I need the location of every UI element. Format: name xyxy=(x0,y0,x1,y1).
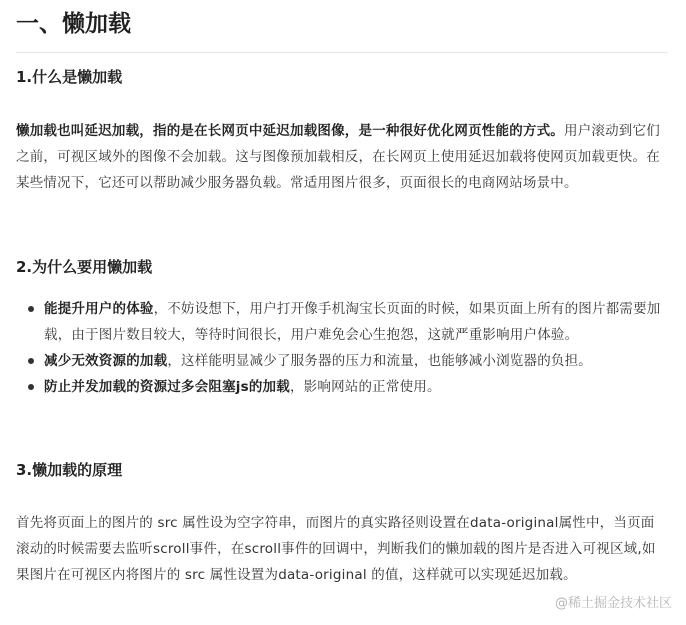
list-item xyxy=(16,296,668,348)
reasons-list xyxy=(16,296,668,400)
page-title: 一、懒加载 xyxy=(16,11,131,37)
list-item-bold: 防止并发加载的资源过多会阻塞js的加载 xyxy=(44,379,290,395)
title-divider xyxy=(16,52,668,53)
list-item-bold: 能提升用户的体验 xyxy=(44,301,154,317)
section-paragraph-what xyxy=(16,118,668,196)
list-item-text: ，不妨设想下，用户打开像手机淘宝长页面的时候，如果页面上所有的图片都需要加载，由于图片数目较大，等待时间很长，用户难免会心生抱怨，这就严重影响用户体验。 xyxy=(44,301,661,343)
section-heading-principle: 3.懒加载的原理 xyxy=(16,461,123,479)
paragraph-rest: 用户滚动到它们之前，可视区域外的图像不会加载。这与图像预加载相反，在长网页上使用延迟加载将使网页加载更快。在某些情况下，它还可以帮助减少服务器负载。常适用图片很多，页面很长的电商网站场景中。 xyxy=(16,123,660,191)
section-heading-why: 2.为什么要用懒加载 xyxy=(16,258,153,276)
section-paragraph-principle: 首先将页面上的图片的 src 属性设为空字符串，而图片的真实路径则设置在data-original属性中，当页面滚动的时候需要去监听scroll事件，在scroll事件的回调中，判断我们的懒加载的图片是否进入可视区域,如果图片在可视区内将图片的 src 属性设置为data-original 的值，这样就可以实现延迟加载。 xyxy=(16,515,656,583)
list-item xyxy=(16,348,668,374)
list-item-text: ，影响网站的正常使用。 xyxy=(289,379,441,395)
bullet-dot-icon xyxy=(28,384,34,390)
paragraph-bold-lead: 懒加载也叫延迟加载，指的是在长网页中延迟加载图像，是一种很好优化网页性能的方式。 xyxy=(16,123,564,139)
bullet-dot-icon xyxy=(28,306,34,312)
watermark: @稀土掘金技术社区 xyxy=(554,596,672,611)
bullet-dot-icon xyxy=(28,358,34,364)
list-item xyxy=(16,374,668,400)
list-item-bold: 减少无效资源的加载 xyxy=(44,353,168,369)
section-heading-what: 1.什么是懒加载 xyxy=(16,68,123,86)
list-item-text: ，这样能明显减少了服务器的压力和流量，也能够减小浏览器的负担。 xyxy=(167,353,593,369)
